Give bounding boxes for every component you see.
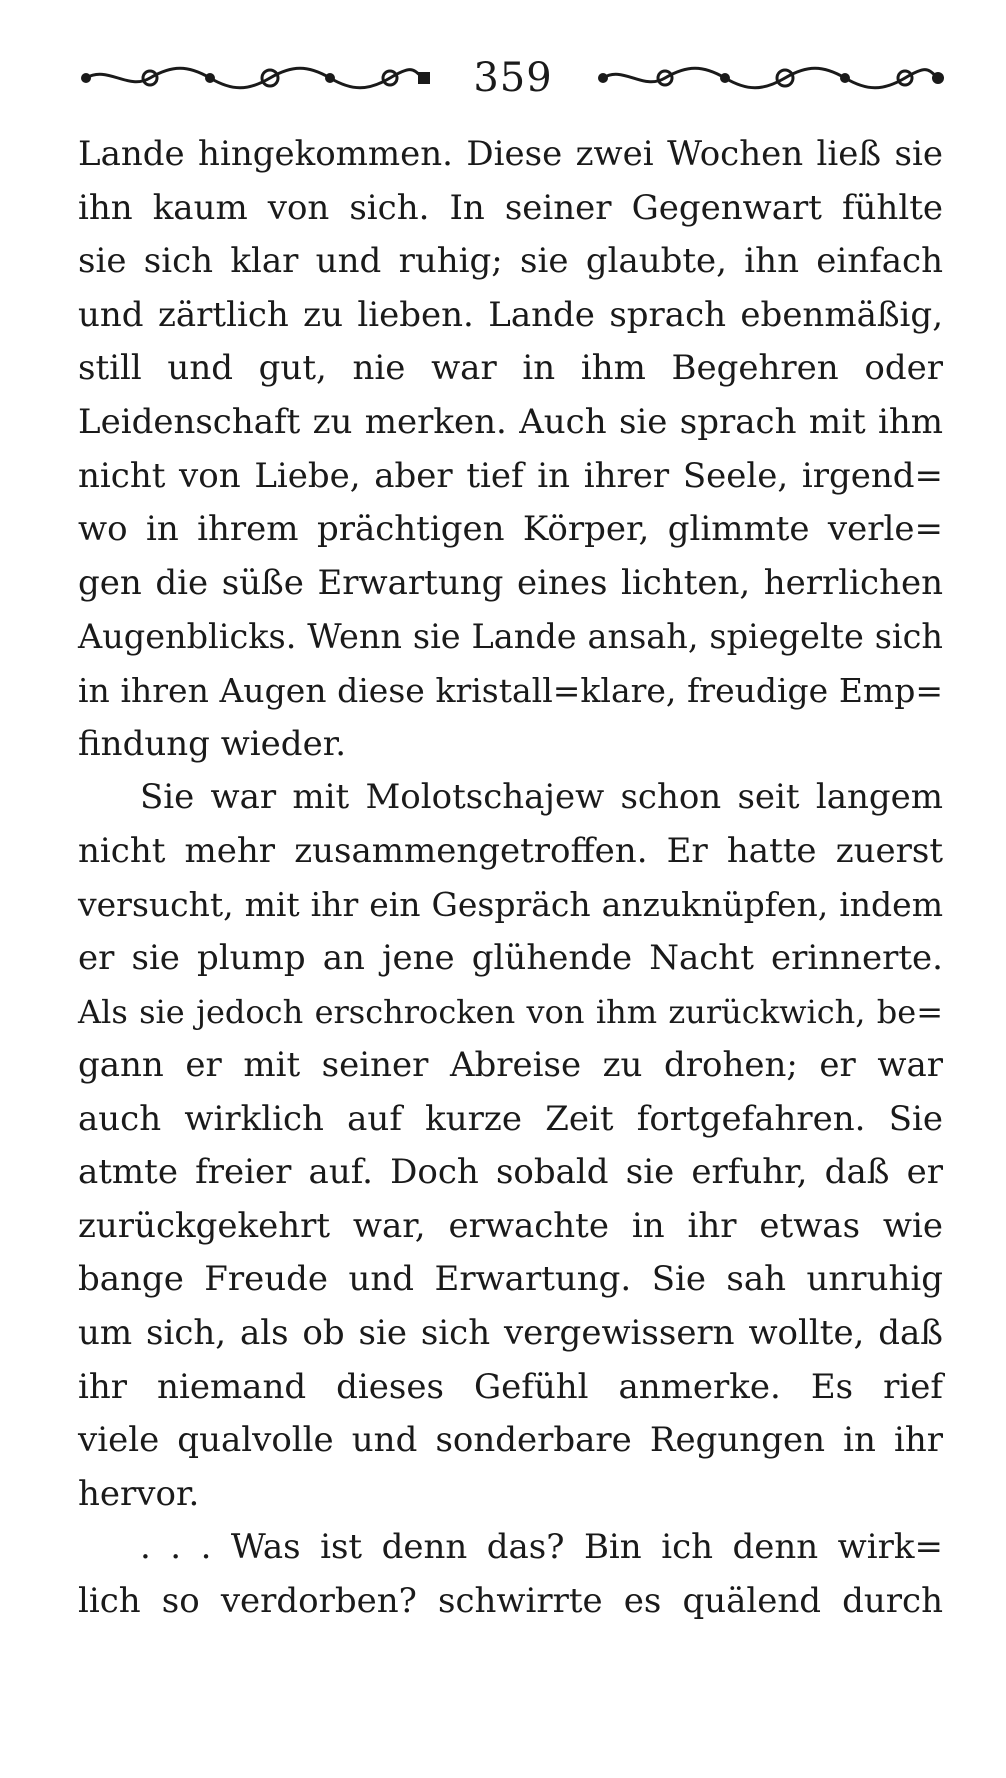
text-line: viele qualvolle und sonderbare Regungen in ihr — [78, 1420, 943, 1461]
text-line: gann er mit seiner Abreise zu drohen; er war — [78, 1045, 943, 1086]
page-body-text — [78, 128, 943, 1629]
page-number: 359 — [473, 55, 553, 101]
text-line: sie sich klar und ruhig; sie glaubte, ihn einfach — [78, 241, 943, 282]
text-line: still und gut, nie war in ihm Begehren oder — [78, 348, 943, 389]
text-line: . . . Was ist denn das? Bin ich denn wirk= — [140, 1527, 943, 1568]
text-line: zurückgekehrt war, erwachte in ihr etwas wie — [78, 1205, 943, 1246]
text-line: er sie plump an jene glühende Nacht erinnerte. — [78, 937, 943, 978]
page-header — [78, 48, 948, 108]
text-line: nicht von Liebe, aber tief in ihrer Seele, irgend= — [78, 455, 943, 496]
text-line: findung wieder. — [78, 723, 347, 764]
text-line: Sie war mit Molotschajew schon seit langem — [140, 777, 943, 818]
text-line: hervor. — [78, 1473, 200, 1514]
text-line: bange Freude und Erwartung. Sie sah unruhig — [78, 1259, 943, 1300]
text-line: versucht, mit ihr ein Gespräch anzuknüpfen, indem — [78, 885, 943, 925]
text-line: ihn kaum von sich. In seiner Gegenwart fühlte — [78, 187, 943, 228]
text-line: lich so verdorben? schwirrte es quälend durch — [78, 1581, 943, 1622]
text-line: auch wirklich auf kurze Zeit fortgefahren. Sie — [78, 1098, 943, 1139]
text-line: in ihren Augen diese kristall=klare, freudige Emp= — [78, 670, 943, 710]
text-line: Augenblicks. Wenn sie Lande ansah, spiegelte sich — [78, 617, 943, 657]
text-line: um sich, als ob sie sich vergewissern wollte, daß — [78, 1313, 943, 1354]
text-line: Lande hingekommen. Diese zwei Wochen ließ sie — [78, 134, 943, 174]
scroll-ornament-icon — [78, 61, 433, 95]
text-line: Als sie jedoch erschrocken von ihm zurückwich, be= — [78, 992, 943, 1031]
text-line: ihr niemand dieses Gefühl anmerke. Es rief — [78, 1366, 943, 1407]
scroll-ornament-icon — [593, 61, 948, 95]
text-line: und zärtlich zu lieben. Lande sprach ebenmäßig, — [78, 294, 943, 335]
text-line: nicht mehr zusammengetroffen. Er hatte zuerst — [78, 830, 943, 871]
text-line: Leidenschaft zu merken. Auch sie sprach mit ihm — [78, 401, 943, 442]
text-line: gen die süße Erwartung eines lichten, herrlichen — [78, 562, 943, 603]
text-line: wo in ihrem prächtigen Körper, glimmte verle= — [78, 509, 943, 550]
text-line: atmte freier auf. Doch sobald sie erfuhr, daß er — [78, 1152, 943, 1193]
